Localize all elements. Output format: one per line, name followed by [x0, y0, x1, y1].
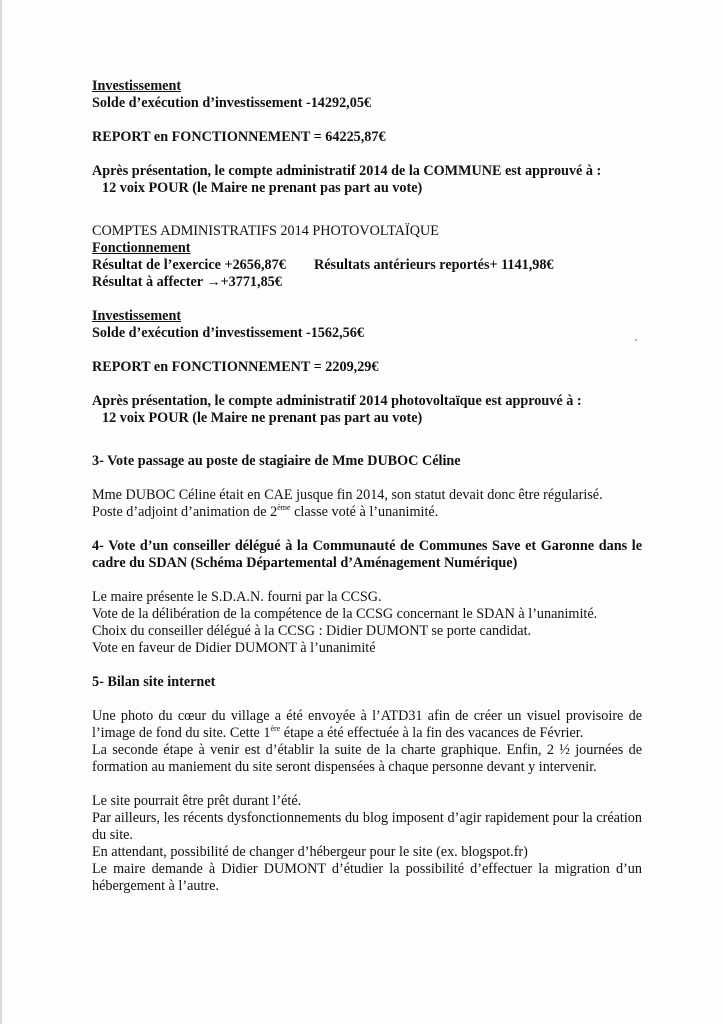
- document-body: [92, 78, 642, 895]
- sec2-approval: Après présentation, le compte administratif 2014 photovoltaïque est approuvé à :: [92, 393, 582, 409]
- sec1-heading: Investissement: [92, 78, 182, 94]
- sec5-para6: Le maire demande à Didier DUMONT d’étudier la possibilité d’effectuer la migration d’un hébergement à l’autre.: [92, 861, 642, 894]
- sec1-report: REPORT en FONCTIONNEMENT = 64225,87€: [92, 129, 386, 145]
- sec1-approval: Après présentation, le compte administratif 2014 de la COMMUNE est approuvé à :: [92, 163, 602, 179]
- sec4-heading: 4- Vote d’un conseiller délégué à la Communauté de Communes Save et Garonne dans le cadre du SDAN (Schéma Départemental d’Aménagement Numérique): [92, 538, 642, 571]
- sec2-resultat-affecter: Résultat à affecter →+3771,85€: [92, 274, 282, 290]
- sec5-para5: En attendant, possibilité de changer d’hébergeur pour le site (ex. blogspot.fr): [92, 844, 528, 860]
- sec4-line: Vote en faveur de Didier DUMONT à l’unanimité: [92, 640, 376, 656]
- sec2-fonct-heading: Fonctionnement: [92, 240, 191, 256]
- sec5-para4: Par ailleurs, les récents dysfonctionnements du blog imposent d’agir rapidement pour la création du site.: [92, 810, 642, 843]
- sec3-heading: 3- Vote passage au poste de stagiaire de Mme DUBOC Céline: [92, 453, 461, 469]
- sec2-resultats-anterieurs: Résultats antérieurs reportés+ 1141,98€: [314, 257, 554, 273]
- sec4-line: Vote de la délibération de la compétence de la CCSG concernant le SDAN à l’unanimité.: [92, 606, 598, 622]
- sec2-resultat-exercice: Résultat de l’exercice +2656,87€: [92, 257, 286, 273]
- sec2-report: REPORT en FONCTIONNEMENT = 2209,29€: [92, 359, 379, 375]
- sec2-results-row: [92, 257, 642, 274]
- sec2-title: COMPTES ADMINISTRATIFS 2014 PHOTOVOLTAÏQUE: [92, 223, 439, 239]
- sec3-line2: Poste d’adjoint d’animation de 2ème classe voté à l’unanimité.: [92, 503, 439, 520]
- sec5-para2: La seconde étape à venir est d’établir la suite de la charte graphique. Enfin, 2 ½ journées de formation au maniement du site seront dispensées à chaque personne devant y intervenir.: [92, 742, 642, 775]
- sec4-line: Choix du conseiller délégué à la CCSG : Didier DUMONT se porte candidat.: [92, 623, 532, 639]
- sec2-solde: Solde d’exécution d’investissement -1562,56€: [92, 325, 364, 341]
- sec5-para1: Une photo du cœur du village a été envoyée à l’ATD31 afin de créer un visuel provisoire de l’image de fond du site. Cette 1ère étape a été effectuée à la fin des vacances de Février.: [92, 708, 642, 741]
- sec5-heading: 5- Bilan site internet: [92, 674, 216, 690]
- sec5-para3: Le site pourrait être prêt durant l’été.: [92, 793, 302, 809]
- sec4-line: Le maire présente le S.D.A.N. fourni par la CCSG.: [92, 589, 382, 605]
- sec1-solde: Solde d’exécution d’investissement -14292,05€: [92, 95, 372, 111]
- sec1-approval-votes: 12 voix POUR (le Maire ne prenant pas part au vote): [102, 180, 423, 196]
- sec2-approval-votes: 12 voix POUR (le Maire ne prenant pas part au vote): [102, 410, 423, 426]
- sec3-line1: Mme DUBOC Céline était en CAE jusque fin 2014, son statut devait donc être régularisé.: [92, 487, 603, 503]
- sec2-inv-heading: Investissement: [92, 308, 182, 324]
